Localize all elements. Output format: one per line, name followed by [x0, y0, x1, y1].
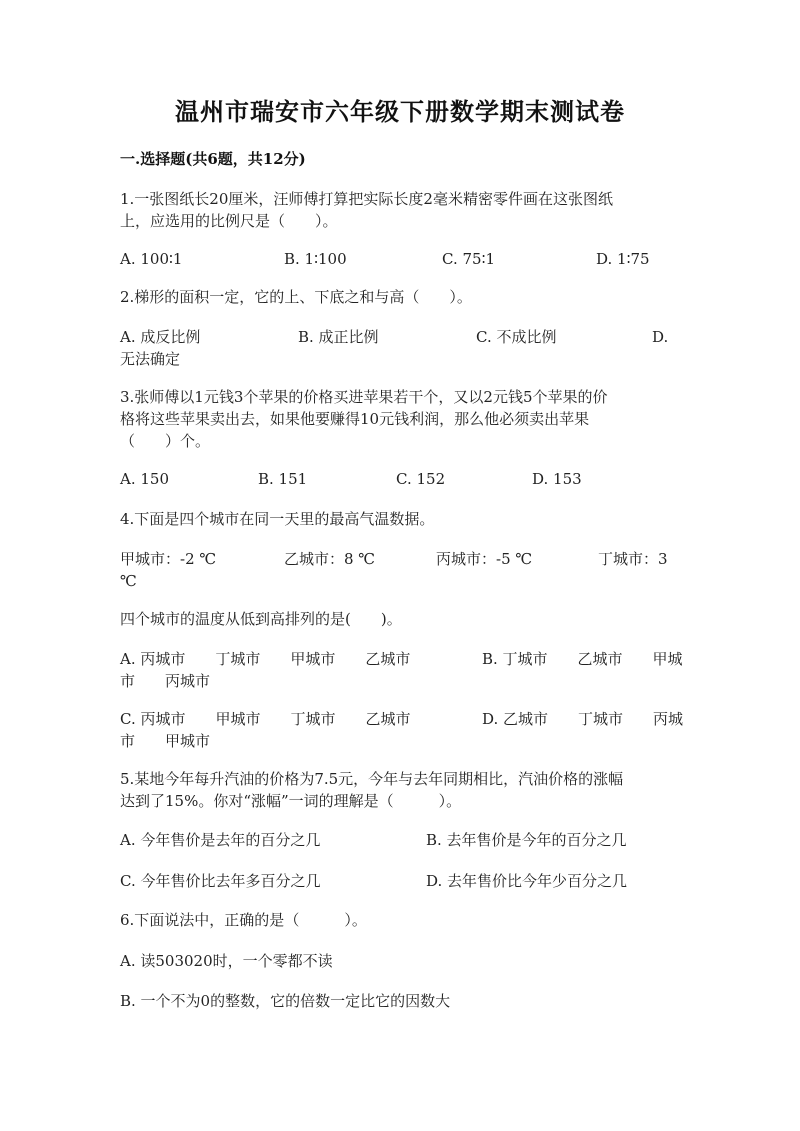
- q2-option-d-text: 无法确定: [120, 350, 181, 368]
- q3-stem-line1: 3.张师傅以1元钱3个苹果的价格买进苹果若干个，又以2元钱5个苹果的价: [120, 388, 608, 406]
- q4-option-b-wrap: 市 丙城市: [120, 672, 211, 690]
- q4-city-ding-unit: ℃: [120, 572, 137, 590]
- q3-stem-line2: 格将这些苹果卖出去，如果他要赚得10元钱利润，那么他必须卖出苹果: [120, 410, 590, 428]
- q4-option-b: B. 丁城市 乙城市 甲城: [482, 650, 683, 668]
- q2-stem-line1: 2.梯形的面积一定，它的上、下底之和与高（ ）。: [120, 288, 472, 306]
- q4-option-c: C. 丙城市 甲城市 丁城市 乙城市: [120, 710, 411, 728]
- q4-city-bing: 丙城市：-5 ℃: [436, 550, 533, 568]
- q5-stem-line1: 5.某地今年每升汽油的价格为7.5元，今年与去年同期相比，汽油价格的涨幅: [120, 770, 624, 788]
- q4-option-d-wrap: 市 甲城市: [120, 732, 211, 750]
- q5-option-c: C. 今年售价比去年多百分之几: [120, 872, 321, 890]
- q1-option-d: D. 1∶75: [596, 250, 650, 268]
- q1-option-a: A. 100∶1: [120, 250, 183, 268]
- q4-city-yi: 乙城市：8 ℃: [284, 550, 376, 568]
- q4-option-d: D. 乙城市 丁城市 丙城: [482, 710, 684, 728]
- q4-option-a: A. 丙城市 丁城市 甲城市 乙城市: [120, 650, 411, 668]
- q5-option-d: D. 去年售价比今年少百分之几: [426, 872, 628, 890]
- page-title: 温州市瑞安市六年级下册数学期末测试卷: [175, 97, 625, 126]
- q2-option-c: C. 不成比例: [476, 328, 557, 346]
- q4-stem-line1: 4.下面是四个城市在同一天里的最高气温数据。: [120, 510, 435, 528]
- q2-option-a: A. 成反比例: [120, 328, 201, 346]
- q4-city-jia: 甲城市：-2 ℃: [120, 550, 217, 568]
- q6-option-a: A. 读503020时，一个零都不读: [120, 952, 333, 970]
- q5-option-b: B. 去年售价是今年的百分之几: [426, 831, 627, 849]
- q1-stem-line1: 1.一张图纸长20厘米，汪师傅打算把实际长度2毫米精密零件画在这张图纸: [120, 190, 613, 208]
- q6-option-b: B. 一个不为0的整数，它的倍数一定比它的因数大: [120, 992, 451, 1010]
- q5-option-a: A. 今年售价是去年的百分之几: [120, 831, 321, 849]
- q3-stem-line3: （ ）个。: [120, 432, 211, 450]
- q4-stem-line2: 四个城市的温度从低到高排列的是( )。: [120, 610, 402, 628]
- q3-option-d: D. 153: [532, 470, 582, 488]
- q4-city-ding: 丁城市：3: [598, 550, 668, 568]
- q1-option-b: B. 1∶100: [284, 250, 347, 268]
- q3-option-b: B. 151: [258, 470, 308, 488]
- q1-stem-line2: 上，应选用的比例尺是（ ）。: [120, 212, 338, 230]
- q3-option-c: C. 152: [396, 470, 446, 488]
- q2-option-d: D.: [652, 328, 669, 346]
- q3-option-a: A. 150: [120, 470, 169, 488]
- section-heading: 一.选择题(共6题，共12分): [120, 150, 306, 168]
- q1-option-c: C. 75∶1: [442, 250, 496, 268]
- q2-option-b: B. 成正比例: [298, 328, 379, 346]
- q5-stem-line2: 达到了15%。你对“涨幅”一词的理解是（ ）。: [120, 792, 462, 810]
- q6-stem-line1: 6.下面说法中，正确的是（ ）。: [120, 911, 367, 929]
